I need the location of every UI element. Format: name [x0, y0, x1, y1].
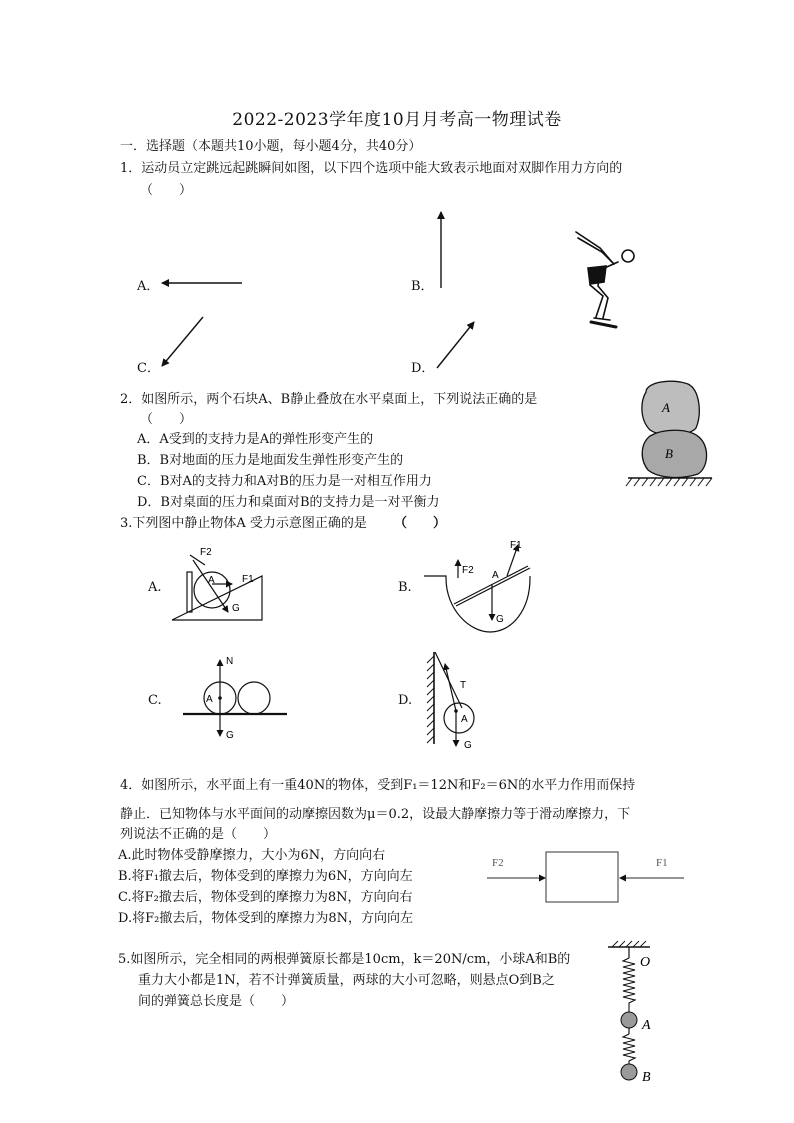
q5-line-1: 5.如图所示，完全相同的两根弹簧原长都是10cm，k＝20N/cm，小球A和B的 — [118, 952, 571, 967]
q3-c-label-n: N — [226, 656, 234, 667]
q3-a-label-f2: F2 — [200, 547, 212, 558]
q3-option-b-label[interactable]: B. — [398, 580, 412, 595]
q3-d-label-a: A — [461, 714, 468, 725]
q3-b-label-f1: F1 — [510, 540, 522, 551]
q3-stem: 3.下列图中静止物体A 受力示意图正确的是 — [120, 516, 367, 531]
q3-b-label-g: G — [496, 614, 504, 625]
q4-option-d[interactable]: D.将F₂撤去后，物体受到的摩擦力为8N，方向向左 — [118, 911, 413, 926]
q4-line-3: 列说法不正确的是（ ） — [120, 827, 277, 842]
q1-option-b-label[interactable]: B． — [411, 279, 434, 294]
q5-line-3: 间的弹簧总长度是（ ） — [138, 994, 295, 1009]
q5-line-2: 重力大小都是1N，若不计弹簧质量，两球的大小可忽略，则悬点O到B之 — [138, 973, 555, 988]
q1-option-d-label[interactable]: D． — [411, 361, 435, 376]
q3-option-d-label[interactable]: D. — [398, 693, 413, 708]
q4-option-c[interactable]: C.将F₂撤去后，物体受到的摩擦力为8N，方向向右 — [118, 890, 413, 905]
q3-d-label-g: G — [464, 740, 472, 751]
q2-paren: （ ） — [140, 412, 193, 427]
q2-option-c[interactable]: C．B对A的支持力和A对B的压力是一对相互作用力 — [137, 474, 432, 489]
q2-fig-label-a: A — [662, 400, 670, 415]
q4-option-b[interactable]: B.将F₁撤去后，物体受到的摩擦力为6N，方向向左 — [118, 869, 413, 884]
q3-a-label-g: G — [232, 603, 240, 614]
q3-option-c-label[interactable]: C. — [148, 693, 162, 708]
q2-stem: 2．如图所示，两个石块A、B静止叠放在水平桌面上，下列说法正确的是 — [120, 392, 538, 407]
section-header: 一．选择题（本题共10小题，每小题4分，共40分） — [120, 139, 422, 154]
q4-line-2: 静止．已知物体与水平面间的动摩擦因数为μ＝0.2，设最大静摩擦力等于滑动摩擦力，下 — [120, 807, 631, 822]
q5-fig-label-b: B — [642, 1070, 651, 1085]
q1-stem: 1．运动员立定跳远起跳瞬间如图，以下四个选项中能大致表示地面对双脚作用力方向的 — [120, 161, 623, 176]
q3-a-label-a: A — [208, 575, 215, 586]
q2-fig-label-b: B — [665, 446, 673, 461]
q4-option-a[interactable]: A.此时物体受静摩擦力，大小为6N，方向向右 — [118, 848, 386, 863]
q4-fig-label-f2: F2 — [492, 857, 504, 869]
q1-paren: （ ） — [140, 183, 193, 198]
q3-c-label-a: A — [206, 694, 213, 705]
q3-a-label-f1: F1 — [242, 574, 254, 585]
page-title: 2022-2023学年度10月月考高一物理试卷 — [232, 110, 562, 130]
q3-c-label-g: G — [226, 730, 234, 741]
q3-paren: （ ） — [394, 516, 447, 531]
q2-option-d[interactable]: D．B对桌面的压力和桌面对B的支持力是一对平衡力 — [137, 495, 440, 510]
q1-option-a-label[interactable]: A． — [137, 279, 160, 294]
q1-option-c-label[interactable]: C． — [137, 361, 160, 376]
q4-fig-label-f1: F1 — [656, 857, 668, 869]
q3-option-a-label[interactable]: A. — [148, 580, 162, 595]
q3-b-label-f2: F2 — [462, 565, 474, 576]
q5-fig-label-o: O — [640, 955, 651, 970]
q4-line-1: 4．如图所示，水平面上有一重40N的物体，受到F₁＝12N和F₂＝6N的水平力作用而保持 — [120, 778, 636, 793]
q2-option-a[interactable]: A．A受到的支持力是A的弹性形变产生的 — [137, 432, 374, 447]
q5-fig-label-a: A — [642, 1018, 651, 1033]
q2-option-b[interactable]: B．B对地面的压力是地面发生弹性形变产生的 — [137, 453, 404, 468]
q3-b-label-a: A — [492, 570, 499, 581]
q3-d-label-t: T — [460, 680, 467, 691]
